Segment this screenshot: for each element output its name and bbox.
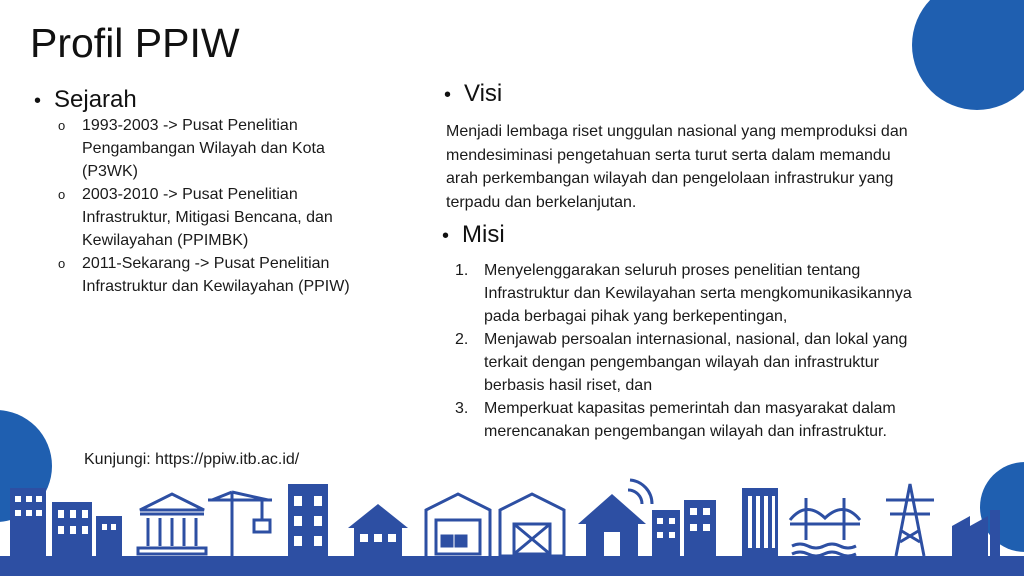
house-icon (348, 504, 408, 556)
website-link[interactable]: Kunjungi: https://ppiw.itb.ac.id/ (84, 451, 300, 468)
misi-item: 2. Menjawab persoalan internasional, nasional, dan lokal yang terkait dengan pengembangan wilayah dan infrastruktur berbasis hasil riset, dan (455, 331, 908, 394)
circle-bullet-icon: o (58, 118, 66, 133)
bullet-dot: • (34, 90, 42, 112)
museum-icon (138, 494, 206, 554)
circle-bullet-icon: o (58, 187, 66, 202)
misi-heading: • Misi (442, 221, 505, 248)
sejarah-item: o 2011-Sekarang -> Pusat Penelitian Infrastruktur dan Kewilayahan (PPIW) (58, 252, 398, 298)
sejarah-item: o 1993-2003 -> Pusat Penelitian Pengambangan Wilayah dan Kota (P3WK) (58, 114, 398, 183)
circle-bullet-icon: o (58, 256, 66, 271)
sejarah-list (58, 114, 398, 298)
decorative-circle-top-right (912, 0, 1024, 110)
bullet-dot: • (444, 84, 452, 106)
bridge-icon (790, 498, 860, 556)
bullet-dot: • (442, 225, 450, 247)
page-title: Profil PPIW (30, 20, 240, 66)
apartments-icon (652, 500, 716, 556)
water-tower-icon (288, 484, 328, 556)
factory-icon (952, 510, 1000, 556)
office-tower-icon (742, 488, 778, 556)
sejarah-item: o 2003-2010 -> Pusat Penelitian Infrastruktur, Mitigasi Bencana, dan Kewilayahan (PPIMBK) (58, 183, 398, 252)
crane-icon (208, 492, 272, 556)
ground-strip (0, 556, 1024, 576)
misi-item: 3. Memperkuat kapasitas pemerintah dan masyarakat dalam merencanakan pengembangan wilayah dan infrastruktur. (455, 400, 896, 440)
smart-home-icon (578, 480, 652, 556)
barn-icon (500, 494, 564, 556)
sejarah-heading: • Sejarah (34, 86, 137, 113)
warehouse-icon (426, 494, 490, 556)
misi-item: 1. Menyelenggarakan seluruh proses penelitian tentang Infrastruktur dan Kewilayahan serta mengkomunikasikannya pada berbagai pihak yang berkepentingan, (455, 262, 912, 325)
visi-text: Menjadi lembaga riset unggulan nasional yang memproduksi dan mendesiminasi pengetahuan serta turut serta dalam memandu arah perkembangan wilayah dan pengelolaan infrastrukur yang terpadu dan berkelanjutan. (446, 123, 908, 211)
city-buildings-icon (10, 488, 122, 556)
misi-list (455, 259, 995, 443)
visi-heading: • Visi (444, 80, 503, 107)
power-tower-icon (886, 484, 934, 556)
